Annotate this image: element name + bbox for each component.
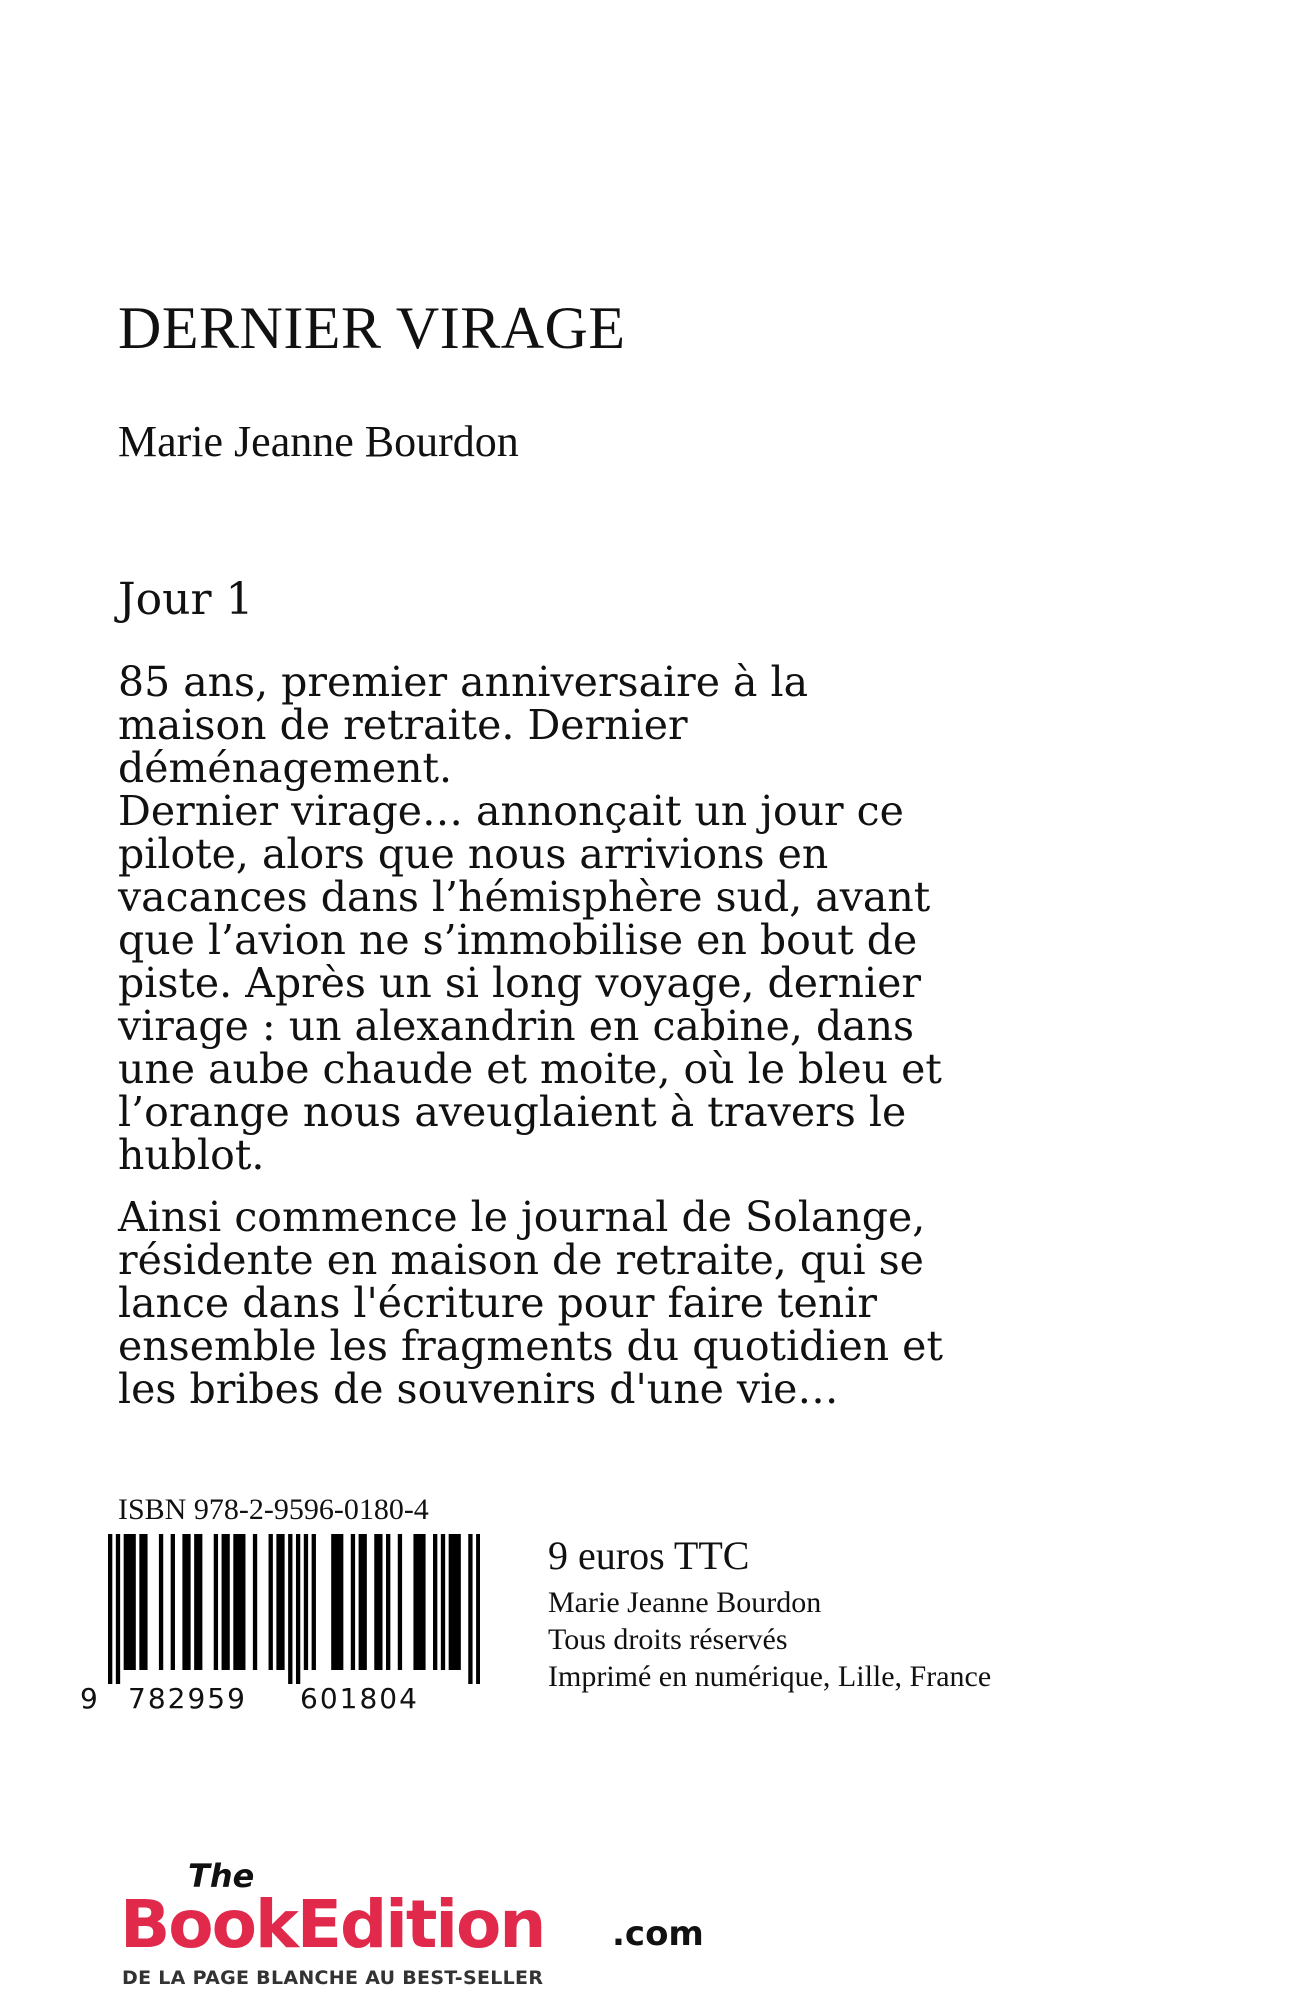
barcode-bar xyxy=(233,1534,237,1670)
barcode-bar xyxy=(116,1534,120,1684)
excerpt-line: 85 ans, premier anniversaire à la xyxy=(118,658,809,706)
excerpt-line: que l’avion ne s’immobilise en bout de xyxy=(118,916,918,964)
excerpt-line: une aube chaude et moite, où le bleu et xyxy=(118,1045,942,1093)
barcode-bar xyxy=(312,1534,316,1670)
barcode-bar xyxy=(339,1534,343,1670)
barcode-bar xyxy=(331,1534,335,1670)
barcode-bar xyxy=(194,1534,198,1670)
barcode-bar xyxy=(269,1534,273,1670)
info-printing: Imprimé en numérique, Lille, France xyxy=(548,1660,992,1693)
logo-the: The xyxy=(188,1857,255,1895)
barcode-bar xyxy=(131,1534,135,1670)
barcode-bar xyxy=(159,1534,163,1670)
day-heading: Jour 1 xyxy=(118,574,254,625)
barcode-bar xyxy=(433,1534,437,1670)
barcode-bar xyxy=(468,1534,472,1684)
price: 9 euros TTC xyxy=(548,1533,750,1578)
barcode-bar xyxy=(359,1534,363,1670)
excerpt-line: maison de retraite. Dernier xyxy=(118,701,688,749)
barcode-bars xyxy=(108,1534,480,1684)
barcode-bar xyxy=(143,1534,147,1670)
barcode-bar xyxy=(374,1534,378,1670)
barcode-bar xyxy=(476,1534,480,1684)
barcode-bar xyxy=(139,1534,143,1670)
barcode-bar xyxy=(222,1534,226,1670)
barcode-bar xyxy=(296,1534,300,1684)
info-author: Marie Jeanne Bourdon xyxy=(548,1586,822,1619)
barcode-bar xyxy=(363,1534,367,1670)
summary-paragraph xyxy=(118,1193,1178,1413)
barcode-bar xyxy=(198,1534,202,1670)
barcode-bar xyxy=(453,1534,457,1670)
summary-line: lance dans l'écriture pour faire tenir xyxy=(118,1279,877,1327)
barcode-bar xyxy=(378,1534,382,1670)
summary-line: Ainsi commence le journal de Solange, xyxy=(118,1193,926,1241)
barcode-bar xyxy=(304,1534,308,1670)
barcode-bar xyxy=(280,1534,284,1670)
excerpt-line: Dernier virage… annonçait un jour ce xyxy=(118,787,904,835)
barcode-bar xyxy=(108,1534,112,1684)
barcode-bar xyxy=(457,1534,461,1670)
barcode-bar xyxy=(186,1534,190,1670)
info-rights: Tous droits réservés xyxy=(548,1623,788,1656)
excerpt-line: vacances dans l’hémisphère sud, avant xyxy=(118,873,931,921)
barcode-left-digits: 782959 xyxy=(128,1682,247,1715)
barcode-bar xyxy=(124,1534,128,1670)
excerpt-line: piste. Après un si long voyage, dernier xyxy=(118,959,922,1007)
barcode-bar xyxy=(241,1534,245,1670)
barcode-right-digits: 601804 xyxy=(300,1682,419,1715)
publisher-logo xyxy=(120,1858,720,2008)
barcode-bar xyxy=(351,1534,355,1670)
barcode-bar xyxy=(237,1534,241,1670)
excerpt-line: l’orange nous aveuglaient à travers le xyxy=(118,1088,907,1136)
barcode-bar xyxy=(253,1534,257,1670)
barcode-bar xyxy=(413,1534,417,1670)
barcode-bar xyxy=(386,1534,390,1670)
logo-tagline: DE LA PAGE BLANCHE AU BEST-SELLER xyxy=(122,1967,544,1989)
barcode-first-digit: 9 xyxy=(80,1682,100,1715)
logo-domain: .com xyxy=(612,1914,704,1954)
barcode-bar xyxy=(214,1534,218,1670)
barcode-bar xyxy=(449,1534,453,1670)
barcode-bar xyxy=(182,1534,186,1670)
barcode-bar xyxy=(288,1534,292,1684)
barcode-bar xyxy=(421,1534,425,1670)
excerpt-paragraph xyxy=(118,658,1178,1179)
excerpt-line: pilote, alors que nous arrivions en xyxy=(118,830,829,878)
barcode-bar xyxy=(335,1534,339,1670)
barcode-bar xyxy=(128,1534,132,1670)
barcode-bar xyxy=(398,1534,402,1670)
logo-name: BookEdition xyxy=(120,1886,545,1963)
summary-line: les bribes de souvenirs d'une vie… xyxy=(118,1365,839,1413)
book-author: Marie Jeanne Bourdon xyxy=(118,417,519,466)
excerpt-line: déménagement. xyxy=(118,744,453,792)
barcode-bar xyxy=(171,1534,175,1670)
barcode-bar xyxy=(441,1534,445,1670)
isbn-label: ISBN 978-2-9596-0180-4 xyxy=(118,1493,429,1526)
barcode-bar xyxy=(225,1534,229,1670)
barcode-bar xyxy=(417,1534,421,1670)
barcode-bar xyxy=(276,1534,280,1670)
excerpt-line: hublot. xyxy=(118,1131,265,1179)
excerpt-line: virage : un alexandrin en cabine, dans xyxy=(118,1002,915,1050)
summary-line: ensemble les fragments du quotidien et xyxy=(118,1322,943,1370)
book-title: DERNIER VIRAGE xyxy=(118,295,626,361)
summary-line: résidente en maison de retraite, qui se xyxy=(118,1236,924,1284)
